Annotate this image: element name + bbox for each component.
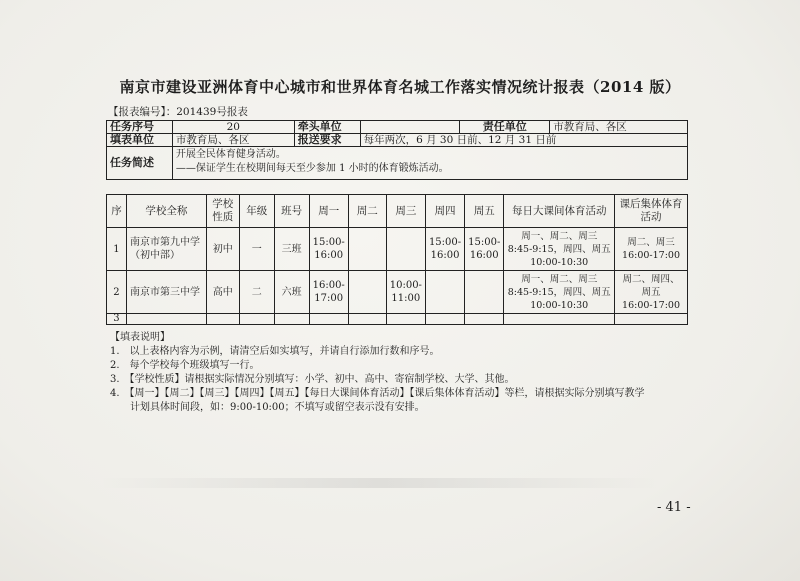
row-mon: 15:00-16:00 <box>309 228 348 271</box>
form-number: 【报表编号】：201439号报表 <box>108 106 248 118</box>
instructions-heading: 【填表说明】 <box>110 332 170 343</box>
table-row <box>107 271 688 314</box>
header-class: 班号 <box>274 195 309 228</box>
page-number: - 41 - <box>657 500 691 515</box>
task-desc-line1: 开展全民体育健身活动。 <box>175 149 286 160</box>
fill-unit-label: 填表单位 <box>107 134 173 147</box>
header-school: 学校全称 <box>126 195 206 228</box>
header-thu: 周四 <box>425 195 464 228</box>
empty-cell <box>126 314 206 325</box>
row-wed <box>386 228 425 271</box>
row-seq: 3 <box>107 314 127 325</box>
instruction-item: 2. 每个学校每个班级填写一行。 <box>110 360 260 371</box>
instruction-item: 1. 以上表格内容为示例，请清空后如实填写，并请自行添加行数和序号。 <box>110 346 440 357</box>
row-daily-line3: 10:00-10:30 <box>530 299 589 311</box>
empty-cell <box>504 314 615 325</box>
row-fri <box>465 271 504 314</box>
fill-unit-value: 市教育局、各区 <box>172 134 294 147</box>
report-title: 南京市建设亚洲体育中心城市和世界体育名城工作落实情况统计报表（2014 版） <box>119 78 681 96</box>
submit-req-label: 报送要求 <box>294 134 360 147</box>
table-row <box>107 228 688 271</box>
row-nature: 初中 <box>206 228 239 271</box>
row-class: 六班 <box>274 271 309 314</box>
header-fri: 周五 <box>465 195 504 228</box>
empty-cell <box>309 314 348 325</box>
row-grade: 二 <box>239 271 274 314</box>
resp-unit-label: 责任单位 <box>460 121 550 134</box>
row-daily-line3: 10:00-10:30 <box>530 256 589 268</box>
row-after <box>615 271 688 314</box>
header-nature: 学校性质 <box>206 195 239 228</box>
row-school: 南京市第九中学（初中部） <box>126 228 206 271</box>
row-daily-line2: 8:45-9:15，周四、周五 <box>507 286 611 298</box>
task-desc-line2: ——保证学生在校期间每天至少参加 1 小时的体育锻炼活动。 <box>175 163 449 174</box>
bleed-through-line <box>100 478 660 488</box>
instruction-item: 3. 【学校性质】请根据实际情况分别填写：小学、初中、高中、寄宿制学校、大学、其他。 <box>110 374 515 385</box>
row-daily-line1: 周一、周二、周三 <box>521 230 598 242</box>
empty-cell <box>239 314 274 325</box>
header-grade: 年级 <box>239 195 274 228</box>
instruction-item: 4. 【周一】【周二】【周三】【周四】【周五】【每日大课间体育活动】【课后集体体育活动】等栏，请根据实际分别填写教学 <box>110 388 645 399</box>
row-seq: 2 <box>107 271 127 314</box>
row-mon: 16:00-17:00 <box>309 271 348 314</box>
row-tue <box>348 271 386 314</box>
row-school: 南京市第三中学 <box>126 271 206 314</box>
row-daily <box>504 228 615 271</box>
resp-unit-value: 市教育局、各区 <box>550 121 688 134</box>
row-grade: 一 <box>239 228 274 271</box>
header-wed: 周三 <box>386 195 425 228</box>
row-after-line2: 16:00-17:00 <box>622 250 681 261</box>
table-row <box>107 314 688 325</box>
header-mon: 周一 <box>309 195 348 228</box>
row-thu <box>425 271 464 314</box>
row-after <box>615 228 688 271</box>
row-nature: 高中 <box>206 271 239 314</box>
row-daily-line1: 周一、周二、周三 <box>521 273 598 285</box>
header-tue: 周二 <box>348 195 386 228</box>
empty-cell <box>274 314 309 325</box>
task-info-table <box>106 120 688 180</box>
header-after: 课后集体体育活动 <box>615 195 688 228</box>
row-tue <box>348 228 386 271</box>
submit-req-value: 每年两次，6 月 30 日前、12 月 31 日前 <box>360 134 687 147</box>
row-seq: 1 <box>107 228 127 271</box>
schedule-table <box>106 194 688 325</box>
row-after-line1: 周二、周三 <box>627 237 675 248</box>
empty-cell <box>206 314 239 325</box>
task-desc-cell <box>172 147 687 180</box>
task-no-value: 20 <box>172 121 294 134</box>
header-seq: 序 <box>107 195 127 228</box>
empty-cell <box>615 314 688 325</box>
empty-cell <box>465 314 504 325</box>
task-desc-label: 任务简述 <box>107 147 173 180</box>
instruction-item: 计划具体时间段，如：9:00-10:00；不填写或留空表示没有安排。 <box>110 402 425 413</box>
row-after-line2: 16:00-17:00 <box>622 299 681 311</box>
header-daily: 每日大课间体育活动 <box>504 195 615 228</box>
row-daily-line2: 8:45-9:15，周四、周五 <box>507 243 611 255</box>
task-no-label: 任务序号 <box>107 121 173 134</box>
lead-unit-value <box>360 121 460 134</box>
instructions <box>110 331 645 415</box>
row-class: 三班 <box>274 228 309 271</box>
row-thu: 15:00-16:00 <box>425 228 464 271</box>
empty-cell <box>425 314 464 325</box>
row-wed: 10:00-11:00 <box>386 271 425 314</box>
row-fri: 15:00-16:00 <box>465 228 504 271</box>
empty-cell <box>348 314 386 325</box>
empty-cell <box>386 314 425 325</box>
row-after-line1: 周二、周四、周五 <box>622 273 680 298</box>
row-daily <box>504 271 615 314</box>
lead-unit-label: 牵头单位 <box>294 121 360 134</box>
